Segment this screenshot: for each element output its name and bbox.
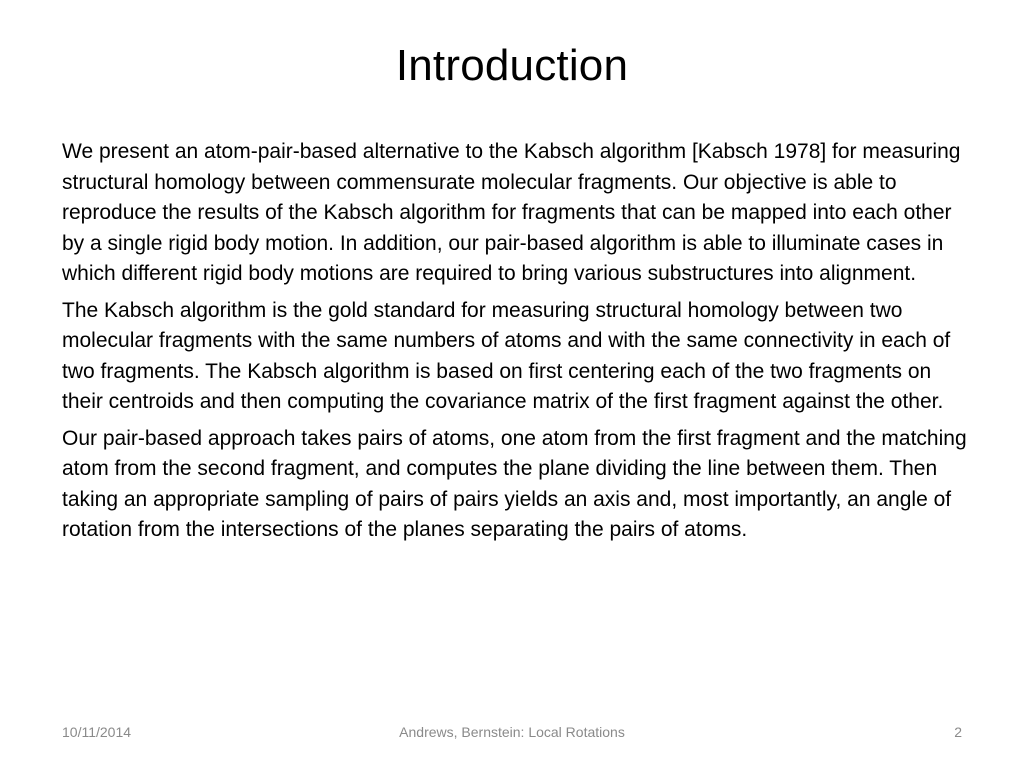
page-number: 2 [954, 724, 962, 740]
slide-body [62, 137, 972, 552]
footer-title: Andrews, Bernstein: Local Rotations [399, 724, 625, 740]
slide-title: Introduction [395, 41, 629, 90]
footer-date: 10/11/2014 [62, 724, 132, 740]
paragraph-1: We present an atom-pair-based alternative to the Kabsch algorithm [Kabsch 1978] for measuring structural homology between commensurate molecular fragments. Our objective is able to reproduce the results of the Kabsch algorithm for fragments that can be mapped into each other by a single rigid body motion. In addition, our pair-based algorithm is able to illuminate cases in which different rigid body motions are required to bring various substructures into alignment. [62, 140, 961, 285]
paragraph-3: Our pair-based approach takes pairs of atoms, one atom from the first fragment and the matching atom from the second fragment, and computes the plane dividing the line between them. Then taking an appropriate sampling of pairs of pairs yields an axis and, most importantly, an angle of rotation from the intersections of the planes separating the pairs of atoms. [62, 426, 967, 541]
paragraph-2: The Kabsch algorithm is the gold standard for measuring structural homology between two molecular fragments with the same numbers of atoms and with the same connectivity in each of two fragments. The Kabsch algorithm is based on first centering each of the two fragments on their centroids and then computing the covariance matrix of the first fragment against the other. [62, 298, 951, 413]
